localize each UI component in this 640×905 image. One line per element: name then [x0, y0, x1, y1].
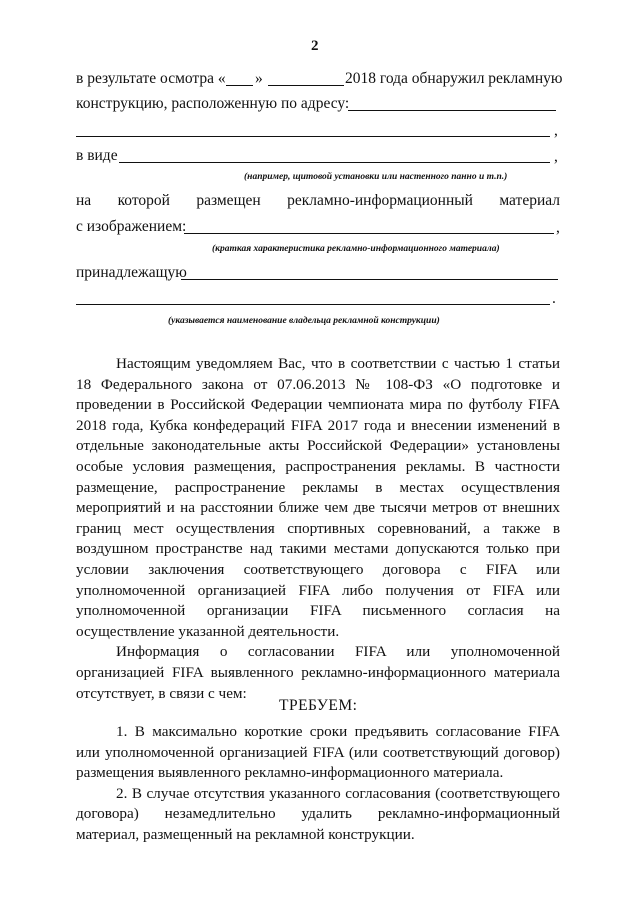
- material-word: материал: [499, 192, 560, 209]
- page-number: 2: [311, 38, 319, 54]
- demand-heading: ТРЕБУЕМ:: [279, 697, 358, 714]
- owner-blank-1[interactable]: [181, 279, 558, 280]
- owner-label: принадлежащую: [76, 264, 187, 281]
- material-word: которой: [117, 192, 170, 209]
- form-hint: (например, щитовой установки или настенного панно и т.п.): [244, 172, 508, 182]
- inspection-date-prefix: в результате осмотра «: [76, 70, 226, 87]
- notice-paragraph: Настоящим уведомляем Вас, что в соответствии с частью 1 статьи 18 Федерального закона от 07.06.2013 № 108-ФЗ «О подготовке и проведении в Российской Федерации чемпионата мира по футболу FIFA 2018 года, Кубка конфедераций FIFA 2017 года и внесении изменений в отдельные законодательные акты Российской Федерации» установлены особые условия размещения, распространения рекламы. В частности размещение, распространение рекламы в местах осуществления мероприятий и на расстоянии ближе чем две тысячи метров от внешних границ мест осуществления спортивных соревнований, а также в воздушном пространстве над такими местами допускаются только при условии заключения соответствующего договора с FIFA или уполномоченной организацией FIFA либо получения от FIFA или уполномоченной организации FIFA письменного согласия на осуществление указанной деятельности.: [76, 355, 560, 640]
- address-label: конструкцию, расположенную по адресу:: [76, 95, 350, 112]
- form-comma: ,: [554, 148, 558, 165]
- material-word: на: [76, 192, 92, 209]
- form-blank[interactable]: [119, 162, 550, 163]
- demand-item: 1. В максимально короткие сроки предъявить согласование FIFA или уполномоченной организацией FIFA (или соответствующий договор) размещения выявленного рекламно-информационного материала.: [76, 723, 560, 782]
- inspection-date-mid: »: [255, 70, 263, 87]
- image-blank[interactable]: [184, 233, 554, 234]
- day-blank[interactable]: [226, 85, 253, 86]
- material-hint: (краткая характеристика рекламно-информационного материала): [212, 244, 500, 254]
- address-blank-1[interactable]: [348, 110, 556, 111]
- owner-hint: (указывается наименование владельца рекламной конструкции): [168, 316, 440, 326]
- form-label: в виде: [76, 147, 118, 164]
- month-blank[interactable]: [268, 85, 344, 86]
- address-comma: ,: [554, 122, 558, 139]
- inspection-date-suffix: 2018 года обнаружил рекламную: [345, 70, 563, 87]
- owner-period: .: [552, 290, 556, 307]
- address-blank-2[interactable]: [76, 136, 550, 137]
- material-line: [76, 192, 560, 210]
- demand-item: 2. В случае отсутствия указанного согласования (соответствующего договора) незамедлительно удалить рекламно-информационный материал, размещенный на рекламной конструкции.: [76, 784, 560, 843]
- demand-items: [76, 722, 560, 846]
- material-word: рекламно-информационный: [287, 192, 473, 209]
- image-comma: ,: [556, 219, 560, 236]
- info-paragraph: Информация о согласовании FIFA или уполномоченной организацией FIFA выявленного рекламно-информационного материала отсутствует, в связи с чем:: [76, 643, 560, 702]
- notice-body: [76, 354, 560, 704]
- owner-blank-2[interactable]: [76, 304, 550, 305]
- image-label: с изображением:: [76, 218, 187, 235]
- material-word: размещен: [196, 192, 261, 209]
